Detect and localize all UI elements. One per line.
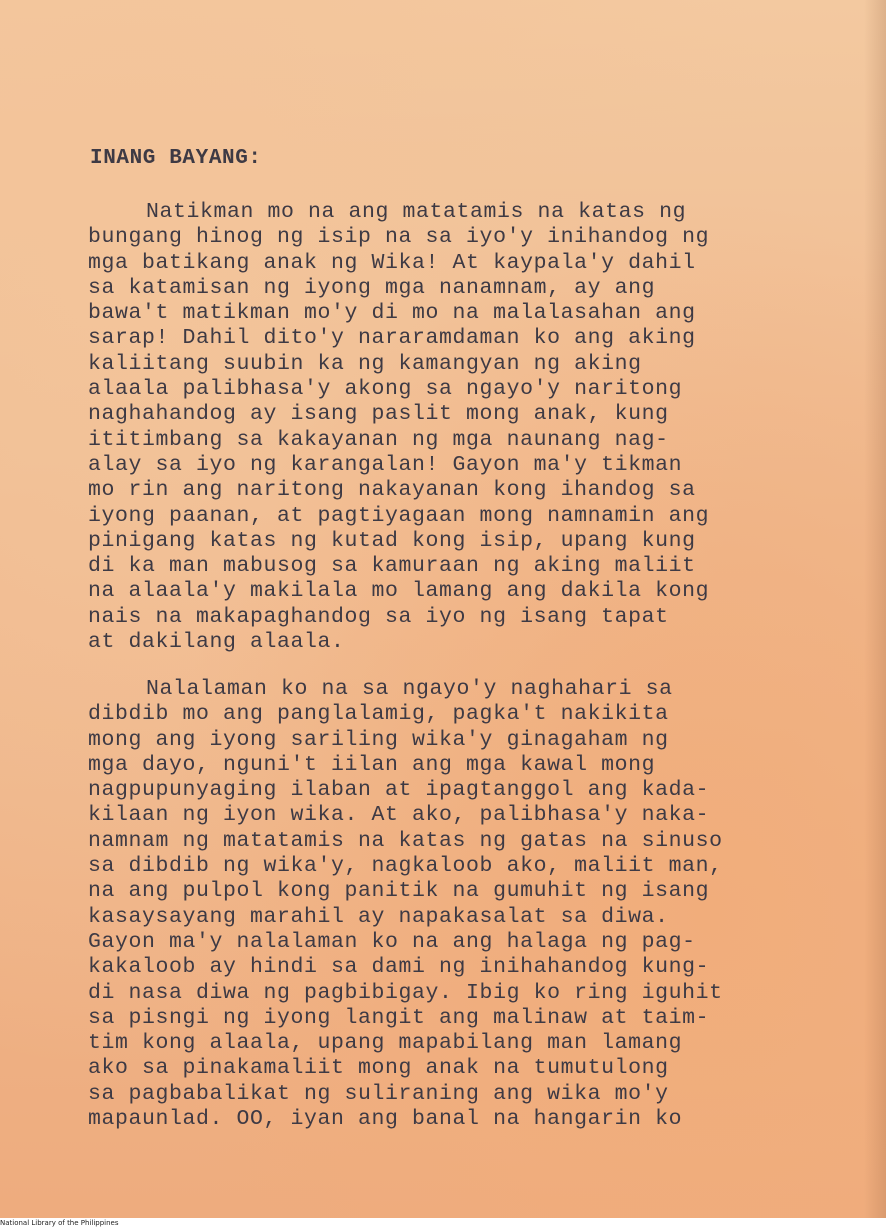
text-line: na alaala'y makilala mo lamang ang dakila kong bbox=[88, 579, 710, 604]
text-line: di ka man mabusog sa kamuraan ng aking maliit bbox=[88, 554, 696, 579]
text-line: sarap! Dahil dito'y nararamdaman ko ang aking bbox=[88, 326, 696, 351]
paragraph-2 bbox=[88, 677, 723, 1132]
text-line: ako sa pinakamaliit mong anak na tumutulong bbox=[88, 1056, 669, 1081]
document-heading: INANG BAYANG: bbox=[90, 147, 262, 170]
text-line: sa dibdib ng wika'y, nagkaloob ako, maliit man, bbox=[88, 854, 723, 879]
text-line: namnam ng matatamis na katas ng gatas na sinuso bbox=[88, 828, 723, 853]
text-line: kilaan ng iyon wika. At ako, palibhasa'y naka- bbox=[88, 803, 710, 828]
text-line: pinigang katas ng kutad kong isip, upang kung bbox=[88, 528, 696, 553]
text-line: iyong paanan, at pagtiyagaan mong namnamin ang bbox=[88, 503, 710, 528]
library-credit: National Library of the Philippines bbox=[0, 1219, 119, 1227]
text-line: mong ang iyong sariling wika'y ginagaham ng bbox=[88, 727, 669, 752]
text-line: mga dayo, nguni't iilan ang mga kawal mong bbox=[88, 752, 656, 777]
text-line: alaala palibhasa'y akong sa ngayo'y naritong bbox=[88, 377, 683, 402]
text-line: na ang pulpol kong panitik na gumuhit ng isang bbox=[88, 879, 710, 904]
text-line: ititimbang sa kakayanan ng mga naunang nag- bbox=[88, 427, 669, 452]
paragraph-1 bbox=[88, 200, 709, 655]
text-line: mo rin ang naritong nakayanan kong ihandog sa bbox=[88, 478, 696, 503]
text-line: kasaysayang marahil ay napakasalat sa diwa. bbox=[88, 904, 669, 929]
text-line: mapaunlad. OO, iyan ang banal na hangarin ko bbox=[88, 1107, 683, 1132]
text-line: bawa't matikman mo'y di mo na malalasahan ang bbox=[88, 301, 696, 326]
text-line: sa katamisan ng iyong mga nanamnam, ay ang bbox=[88, 275, 656, 300]
text-line: di nasa diwa ng pagbibigay. Ibig ko ring iguhit bbox=[88, 980, 723, 1005]
text-line: nagpupunyaging ilaban at ipagtanggol ang kada- bbox=[88, 778, 710, 803]
text-line: sa pagbabalikat ng suliraning ang wika mo'y bbox=[88, 1081, 669, 1106]
text-line: kaliitang suubin ka ng kamangyan ng aking bbox=[88, 351, 642, 376]
text-line: naghahandog ay isang paslit mong anak, kung bbox=[88, 402, 669, 427]
text-line: tim kong alaala, upang mapabilang man lamang bbox=[88, 1031, 683, 1056]
text-line: at dakilang alaala. bbox=[88, 630, 345, 655]
text-line: mga batikang anak ng Wika! At kaypala'y dahil bbox=[88, 250, 696, 275]
text-line: sa pisngi ng iyong langit ang malinaw at taim- bbox=[88, 1005, 710, 1030]
text-line: Gayon ma'y nalalaman ko na ang halaga ng pag- bbox=[88, 929, 696, 954]
text-line: kakaloob ay hindi sa dami ng inihahandog kung- bbox=[88, 955, 710, 980]
text-line: nais na makapaghandog sa iyo ng isang tapat bbox=[88, 604, 669, 629]
text-line: alay sa iyo ng karangalan! Gayon ma'y tikman bbox=[88, 452, 683, 477]
text-line: Nalalaman ko na sa ngayo'y naghahari sa bbox=[146, 677, 673, 701]
text-line: Natikman mo na ang matatamis na katas ng bbox=[146, 200, 687, 224]
text-line: dibdib mo ang panglalamig, pagka't nakikita bbox=[88, 702, 669, 727]
text-line: bungang hinog ng isip na sa iyo'y inihandog ng bbox=[88, 225, 710, 250]
